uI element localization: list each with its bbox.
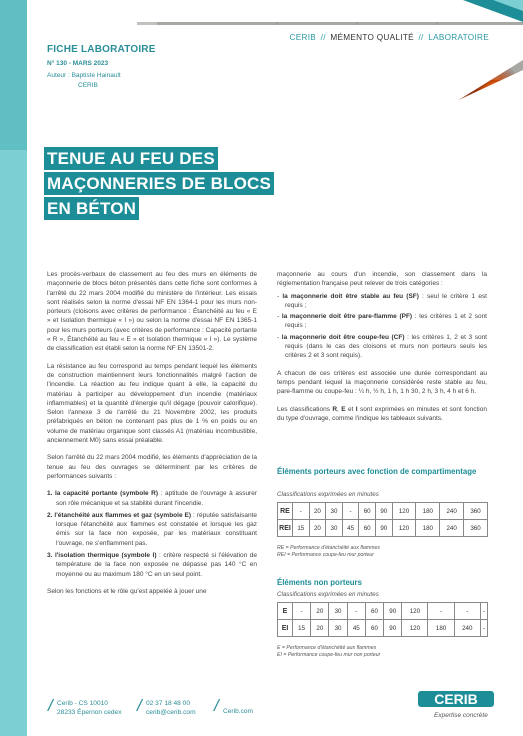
table-cell: 120 xyxy=(402,603,428,620)
title-line-3: EN BÉTON xyxy=(44,197,139,220)
footer-contact xyxy=(146,700,196,717)
list-item-text: : aptitude de l'ouvrage à assurer son rôle mécanique et sa stabilité durant l'incendie. xyxy=(56,490,258,507)
criteria-list xyxy=(47,489,257,579)
table1-notes xyxy=(277,545,380,559)
list-item-title: l'isolation thermique (symbole I) xyxy=(54,552,157,560)
footer-slash: / xyxy=(214,696,219,715)
table2 xyxy=(277,602,488,637)
table-cell: 180 xyxy=(416,520,440,537)
footer-address-line: Cerib - CS 10010 xyxy=(57,700,108,707)
table1-caption: Classifications exprimées en minutes xyxy=(277,491,379,498)
list-item-text: : les critères 1 et 2 sont requis ; xyxy=(285,313,487,330)
author-name: Baptiste Hainault xyxy=(71,72,121,79)
cerib-logo xyxy=(418,689,494,711)
table-row xyxy=(278,503,488,520)
table-cell: RE xyxy=(278,503,293,520)
table2-notes xyxy=(277,645,380,659)
table-cell: 60 xyxy=(359,503,376,520)
table-cell: - xyxy=(428,603,454,620)
table-cell: REI xyxy=(278,520,293,537)
paragraph: A chacun de ces critères est associée une durée correspondant au temps pendant lequel la maçonnerie considérée reste stable au feu, pare-flamme ou coupe-feu : ¼ h, ½ h, 1 h, 1 h 30, 2 h, 3 h, 4 h et 6 h. xyxy=(277,369,487,396)
footer-address-line: 28233 Épernon cedex xyxy=(57,708,122,716)
footer-slash: / xyxy=(137,696,142,715)
text-run: et xyxy=(345,405,356,413)
header-category: LABORATOIRE xyxy=(428,33,489,42)
table-cell: 240 xyxy=(440,503,464,520)
table2-caption: Classifications exprimées en minutes xyxy=(277,591,379,598)
table-cell: - xyxy=(454,603,480,620)
table-cell: 45 xyxy=(342,520,359,537)
table-cell: - xyxy=(480,620,487,637)
list-item xyxy=(47,489,257,508)
title-line-1: TENUE AU FEU DES xyxy=(44,147,218,170)
table-cell: 20 xyxy=(309,520,326,537)
list-item xyxy=(47,551,257,579)
table-cell: 20 xyxy=(311,620,329,637)
header-section: MÉMENTO QUALITÉ xyxy=(330,33,414,42)
table-cell: 90 xyxy=(384,620,402,637)
author-org: CERIB xyxy=(78,82,98,89)
text-run: , xyxy=(337,405,342,413)
list-item-text: : seul le critère 1 est requis ; xyxy=(285,292,487,309)
list-item-text: : les critères 1, 2 et 3 sont requis (dans le cas des cloisons et murs non porteurs seuls les critères 2 et 3 sont requis). xyxy=(285,333,487,360)
left-accent-bar-top xyxy=(0,0,27,150)
list-item: - la maçonnerie doit être coupe-feu (CF) : les critères 1, 2 et 3 sont requis (dans le cas des cloisons et murs non porteurs seuls les critères 2 et 3 sont requis). xyxy=(277,333,487,360)
list-number: 1. xyxy=(47,490,53,498)
list-item: - la maçonnerie doit être pare-flamme (PF) : les critères 1 et 2 sont requis ; xyxy=(277,313,487,330)
fiche-label: FICHE LABORATOIRE xyxy=(47,44,156,55)
table-cell: 30 xyxy=(329,603,347,620)
category-list xyxy=(277,292,487,361)
header-breadcrumb xyxy=(290,33,489,42)
list-item-text: : critère respecté si l'élévation de température de la face non exposée ne dépasse pas 140 °C en moyenne ou au maximum 180 °C en un seul point. xyxy=(56,552,257,578)
text-run: sont exprimées en minutes et sont fonction du type d'ouvrage, comme l'indique les tableaux suivants. xyxy=(277,405,487,422)
table-row xyxy=(278,603,488,620)
table-note: E = Performance d'étanchéité aux flammes xyxy=(277,645,377,651)
table-cell: 60 xyxy=(359,520,376,537)
list-number: 2. xyxy=(47,511,53,519)
table1-title: Éléments porteurs avec fonction de compartimentage xyxy=(277,467,477,476)
table-cell: 120 xyxy=(392,520,416,537)
list-item: - la maçonnerie doit être stable au feu (SF) : seul le critère 1 est requis ; xyxy=(277,292,487,309)
table-cell: 30 xyxy=(329,620,347,637)
table-cell: 30 xyxy=(326,520,343,537)
table-cell: - xyxy=(347,603,365,620)
table-note: REI = Performance coupe-feu mur porteur xyxy=(277,552,375,558)
symbol-r: R xyxy=(332,405,338,413)
svg-text:CERIB: CERIB xyxy=(434,691,478,707)
table-cell: - xyxy=(293,603,311,620)
paragraph xyxy=(277,405,487,424)
table-cell: 15 xyxy=(293,620,311,637)
footer-email-link[interactable]: cerib@cerib.com xyxy=(146,708,196,716)
table-cell: 180 xyxy=(428,620,454,637)
table-cell: 60 xyxy=(365,603,383,620)
fiche-number: N° 130 - MARS 2023 xyxy=(47,60,109,67)
table-cell: 15 xyxy=(293,520,310,537)
right-column xyxy=(277,270,487,431)
footer-phone: 02 37 18 48 00 xyxy=(146,700,190,707)
table-cell: EI xyxy=(278,620,293,637)
header-separator: // xyxy=(320,33,326,42)
header-separator: // xyxy=(418,33,424,42)
paragraph: Les procès-verbaux de classement au feu des murs en éléments de maçonnerie de blocs béton présentés dans cette fiche sont conformes à l'arrêté du 22 mars 2004 modifié du ministère de l'intérieur. Les essais sont réalisés selon la norme d'essai NF EN 1364-1 pour les murs non-porteurs (cloisons avec critères de performance : Étanchéité au feu « E » et Isolation thermique « I ») ou selon la norme d'essai NF EN 1365-1 pour les murs porteurs (avec critères de performance : Capacité portante « R », Étanchéité au feu « E » et Isolation thermique « I »). Le système de classification est établi selon la norme NF EN 13501-2. xyxy=(47,271,257,353)
corner-accent xyxy=(463,0,523,22)
table-cell: 90 xyxy=(375,520,392,537)
list-item-text: : réputée satisfaisante lorsque l'étanchéité aux flammes est constatée et lorsque les gaz émis sur la face non exposée, par les matériaux constituant l'ouvrage, ne s'enflamment pas. xyxy=(56,511,257,547)
table-cell: - xyxy=(342,503,359,520)
list-number: 3. xyxy=(47,552,53,560)
list-item-title: l'étanchéité aux flammes et gaz (symbole E) xyxy=(54,511,192,519)
list-item-title: la capacité portante (symbole R) xyxy=(54,490,159,498)
symbol-i: I xyxy=(355,405,358,413)
table-row xyxy=(278,620,488,637)
table2-title: Éléments non porteurs xyxy=(277,578,362,587)
paragraph: maçonnerie au cours d'un incendie, son classement dans la réglementation française peut relever de trois catégories : xyxy=(277,271,487,288)
author-label: Auteur : xyxy=(47,72,70,79)
list-item-title: la maçonnerie doit être pare-flamme (PF) xyxy=(281,313,413,321)
table-cell: 90 xyxy=(384,603,402,620)
header-brand: CERIB xyxy=(289,33,317,42)
left-column xyxy=(47,270,257,604)
list-item xyxy=(47,511,257,548)
table-note: RE = Performance d'étanchéité aux flammes xyxy=(277,545,380,551)
fiche-author xyxy=(47,71,121,91)
table-cell: 180 xyxy=(416,503,440,520)
paragraph: Selon l'arrêté du 22 mars 2004 modifié, les éléments d'appréciation de la tenue au feu des ouvrages se déterminent par les critères de performances suivants : xyxy=(47,454,257,480)
table-note: EI = Performance coupe-feu mur non porteur xyxy=(277,652,381,658)
list-item-title: la maçonnerie doit être coupe-feu (CF) xyxy=(281,333,405,341)
table-cell: 360 xyxy=(464,503,488,520)
table-row xyxy=(278,520,488,537)
table-cell: 240 xyxy=(440,520,464,537)
table-cell: E xyxy=(278,603,293,620)
footer-slash: / xyxy=(48,696,53,715)
table-cell: - xyxy=(480,603,487,620)
table-cell: 20 xyxy=(311,603,329,620)
table-cell: 60 xyxy=(365,620,383,637)
table-cell: 45 xyxy=(347,620,365,637)
page-title xyxy=(44,147,274,222)
table-cell: 20 xyxy=(309,503,326,520)
table-cell: 240 xyxy=(454,620,480,637)
logo-tagline: Expertise concrète xyxy=(434,712,488,719)
symbol-e: E xyxy=(341,405,346,413)
table-cell: 120 xyxy=(402,620,428,637)
table1 xyxy=(277,502,488,537)
list-item-title: la maçonnerie doit être stable au feu (SF) xyxy=(282,292,419,300)
table-cell: 120 xyxy=(392,503,416,520)
table-cell: 90 xyxy=(375,503,392,520)
table-cell: 30 xyxy=(326,503,343,520)
table-cell: 360 xyxy=(464,520,488,537)
footer-website-link[interactable]: Cerib.com xyxy=(223,708,254,715)
table-cell: - xyxy=(293,503,310,520)
text-run: Les classifications xyxy=(277,405,333,413)
paragraph: Selon les fonctions et le rôle qu'est appelée à jouer une xyxy=(47,587,207,595)
title-line-2: MAÇONNERIES DE BLOCS xyxy=(44,172,274,195)
paragraph: La résistance au feu correspond au temps pendant lequel les éléments de construction maintiennent leurs fonctionnalités malgré l'action de l'incendie. La réaction au feu indique quant à elle, la capacité du matériau à participer au développement d'un incendie (matériaux inflammables) et la quantité d'énergie qu'il dégage (pouvoir calorifique). Selon l'annexe 3 de l'arrêté du 21 Novembre 2002, les produits préfabriqués en béton ne contenant pas plus de 1 % en poids ou en volume de matériau organique sont classés A1 (matériau incombustible, anciennement M0) sans essai préalable. xyxy=(47,362,257,445)
footer-address xyxy=(57,700,122,717)
